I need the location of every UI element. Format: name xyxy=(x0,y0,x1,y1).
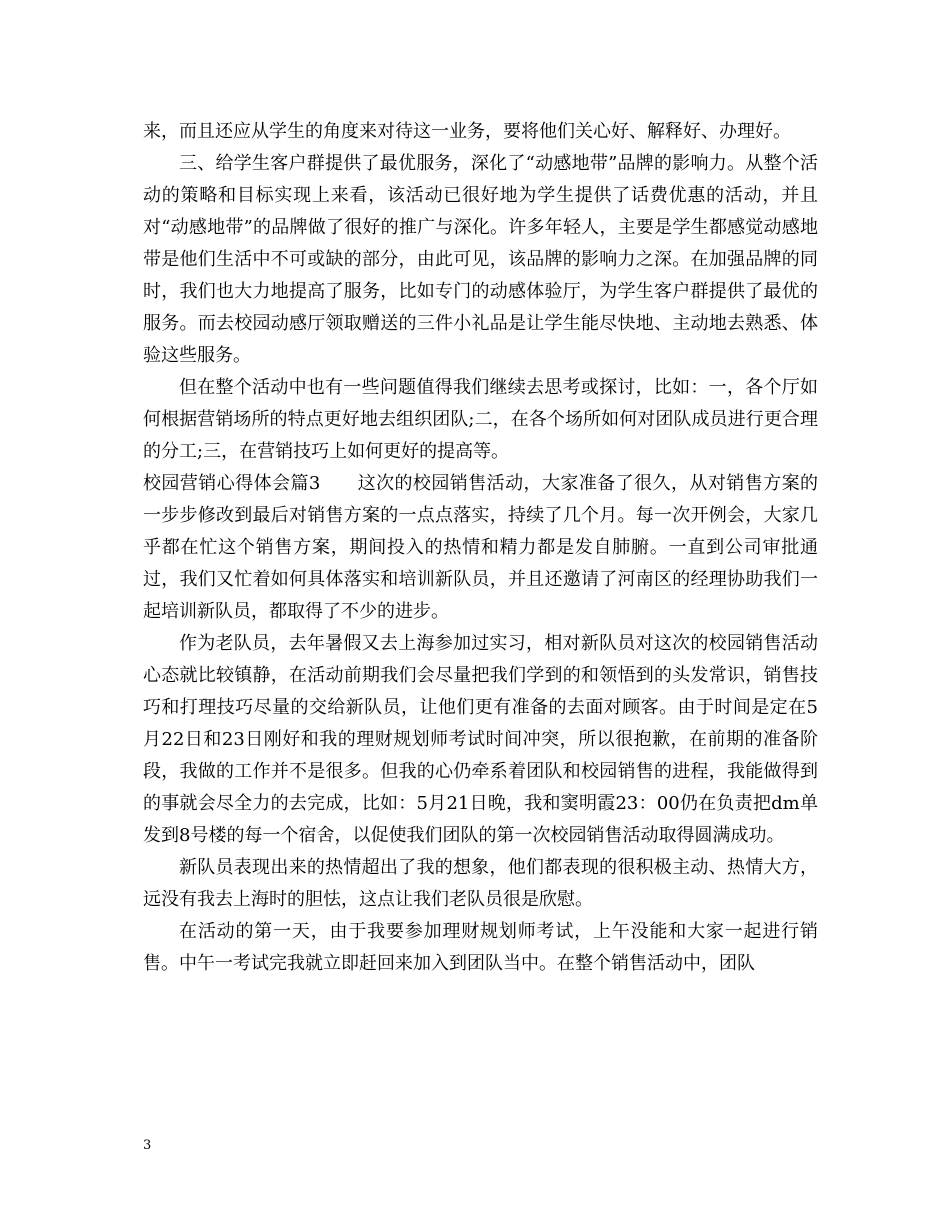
paragraph-3: 但在整个活动中也有一些问题值得我们继续去思考或探讨，比如：一，各个厅如何根据营销场所的特点更好地去组织团队;二，在各个场所如何对团队成员进行更合理的分工;三，在营销技巧上如何更好的提高等。 xyxy=(143,377,818,462)
paragraph-4: 校园营销心得体会篇3 这次的校园销售活动，大家准备了很久，从对销售方案的一步步修改到最后对销售方案的一点点落实，持续了几个月。每一次开例会，大家几乎都在忙这个销售方案，期间投入的热情和精力都是发自肺腑。一直到公司审批通过，我们又忙着如何具体落实和培训新队员，并且还邀请了河南区的经理协助我们一起培训新队员，都取得了不少的进步。 xyxy=(143,473,818,622)
paragraph-2: 三、给学生客户群提供了最优服务，深化了“动感地带”品牌的影响力。从整个活动的策略和目标实现上来看，该活动已很好地为学生提供了话费优惠的活动，并且对“动感地带”的品牌做了很好的推广与深化。许多年轻人，主要是学生都感觉动感地带是他们生活中不可或缺的部分，由此可见，该品牌的影响力之深。在加强品牌的同时，我们也大力地提高了服务，比如专门的动感体验厅，为学生客户群提供了最优的服务。而去校园动感厅领取赠送的三件小礼品是让学生能尽快地、主动地去熟悉、体验这些服务。 xyxy=(143,153,818,366)
document-body xyxy=(143,116,818,980)
paragraph-7: 在活动的第一天，由于我要参加理财规划师考试，上午没能和大家一起进行销售。中午一考试完我就立即赶回来加入到团队当中。在整个销售活动中，团队 xyxy=(143,921,818,974)
paragraph-5: 作为老队员，去年暑假又去上海参加过实习，相对新队员对这次的校园销售活动心态就比较镇静，在活动前期我们会尽量把我们学到的和领悟到的头发常识，销售技巧和打理技巧尽量的交给新队员，让他们更有准备的去面对顾客。由于时间是定在5月22日和23日刚好和我的理财规划师考试时间冲突，所以很抱歉，在前期的准备阶段，我做的工作并不是很多。但我的心仍牵系着团队和校园销售的进程，我能做得到的事就会尽全力的去完成，比如：5月21日晚，我和窦明霞23：00仍在负责把dm单发到8号楼的每一个宿舍，以促使我们团队的第一次校园销售活动取得圆满成功。 xyxy=(143,633,818,846)
page-number: 3 xyxy=(143,1138,152,1153)
paragraph-1: 来，而且还应从学生的角度来对待这一业务，要将他们关心好、解释好、办理好。 xyxy=(143,121,791,142)
paragraph-6: 新队员表现出来的热情超出了我的想象，他们都表现的很积极主动、热情大方，远没有我去上海时的胆怯，这点让我们老队员很是欣慰。 xyxy=(143,857,818,910)
